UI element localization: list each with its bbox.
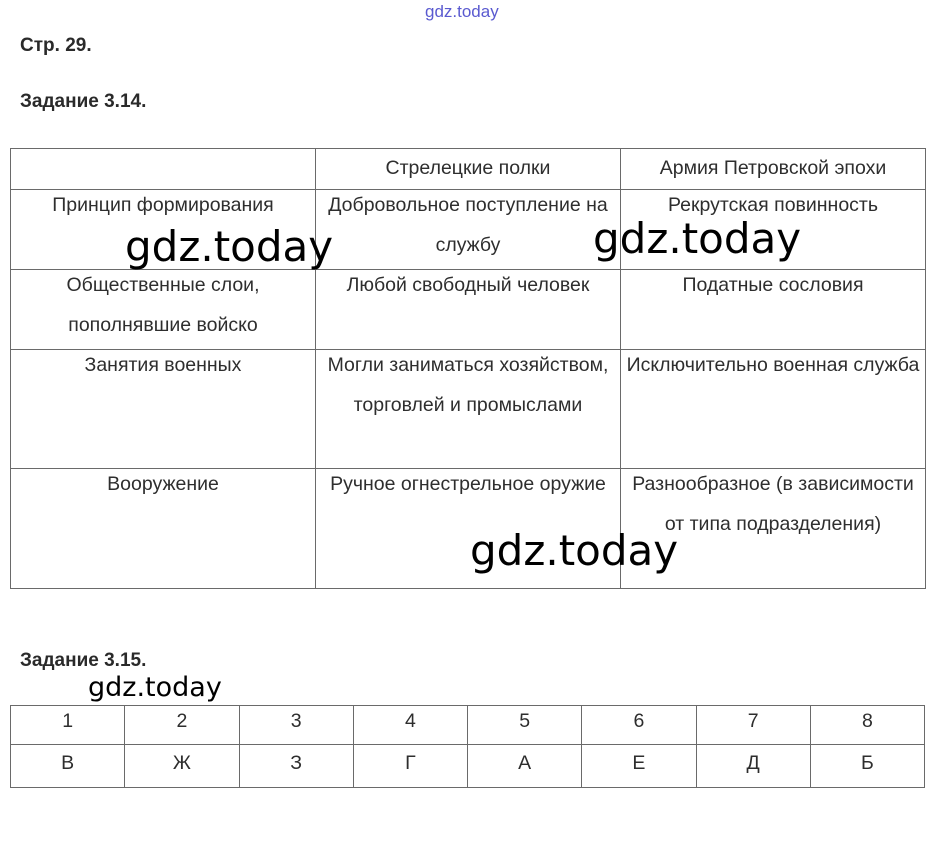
- answer-cell: Ж: [125, 745, 239, 788]
- cell-text: Разнообразное (в зависимости от типа подразделения): [632, 473, 914, 535]
- cell-text: Рекрутская повинность: [667, 194, 879, 216]
- top-watermark: gdz.today: [425, 2, 499, 21]
- cell-text: Ручное огнестрельное оружие: [330, 473, 606, 495]
- task-3-14-title: Задание 3.14.: [20, 91, 147, 112]
- cell-text: Вооружение: [107, 473, 219, 495]
- table-cell: [621, 350, 926, 469]
- table-cell: [316, 469, 621, 589]
- watermark: gdz.today: [125, 222, 334, 271]
- table-cell: [316, 270, 621, 350]
- answer-cell: Д: [696, 745, 810, 788]
- table-cell: [11, 469, 316, 589]
- number-cell: 6: [582, 706, 696, 745]
- cell-text: Добровольное поступление на службу: [328, 194, 608, 256]
- number-cell: 4: [353, 706, 467, 745]
- answer-cell: Е: [582, 745, 696, 788]
- table-cell: [621, 270, 926, 350]
- table-row: [11, 469, 926, 589]
- number-cell: 2: [125, 706, 239, 745]
- table-row: [11, 190, 926, 270]
- table-row: [11, 270, 926, 350]
- table-cell: [316, 190, 621, 270]
- watermark: gdz.today: [470, 526, 679, 575]
- number-cell: 1: [11, 706, 125, 745]
- table-cell: [11, 190, 316, 270]
- answer-table: [10, 705, 925, 788]
- table-cell: [11, 270, 316, 350]
- answer-number-row: [11, 706, 925, 745]
- table-cell: [11, 350, 316, 469]
- answer-cell: Б: [810, 745, 924, 788]
- answer-letter-row: [11, 745, 925, 788]
- header-cell-streltsy: Стрелецкие полки: [316, 149, 621, 190]
- cell-text: Общественные слои, пополнявшие войско: [66, 274, 260, 336]
- cell-text: Любой свободный человек: [346, 274, 590, 296]
- cell-text: Исключительно военная служба: [626, 354, 920, 376]
- watermark: gdz.today: [88, 672, 222, 703]
- number-cell: 5: [468, 706, 582, 745]
- table-cell: [621, 190, 926, 270]
- cell-text: Принцип формирования: [52, 194, 274, 216]
- table-header-row: [11, 149, 926, 190]
- header-cell-petrine-army: Армия Петровской эпохи: [621, 149, 926, 190]
- answer-cell: Г: [353, 745, 467, 788]
- page-label: Стр. 29.: [20, 35, 92, 56]
- comparison-table: [10, 148, 926, 589]
- number-cell: 8: [810, 706, 924, 745]
- watermark: gdz.today: [593, 214, 802, 263]
- table-row: [11, 350, 926, 469]
- cell-text: Занятия военных: [84, 354, 242, 376]
- number-cell: 7: [696, 706, 810, 745]
- answer-cell: В: [11, 745, 125, 788]
- cell-text: Податные сословия: [682, 274, 864, 296]
- header-cell-empty: [11, 149, 316, 190]
- answer-cell: З: [239, 745, 353, 788]
- cell-text: Могли заниматься хозяйством, торговлей и промыслами: [327, 354, 609, 416]
- answer-cell: А: [468, 745, 582, 788]
- table-cell: [316, 350, 621, 469]
- number-cell: 3: [239, 706, 353, 745]
- table-cell: [621, 469, 926, 589]
- task-3-15-title: Задание 3.15.: [20, 650, 147, 671]
